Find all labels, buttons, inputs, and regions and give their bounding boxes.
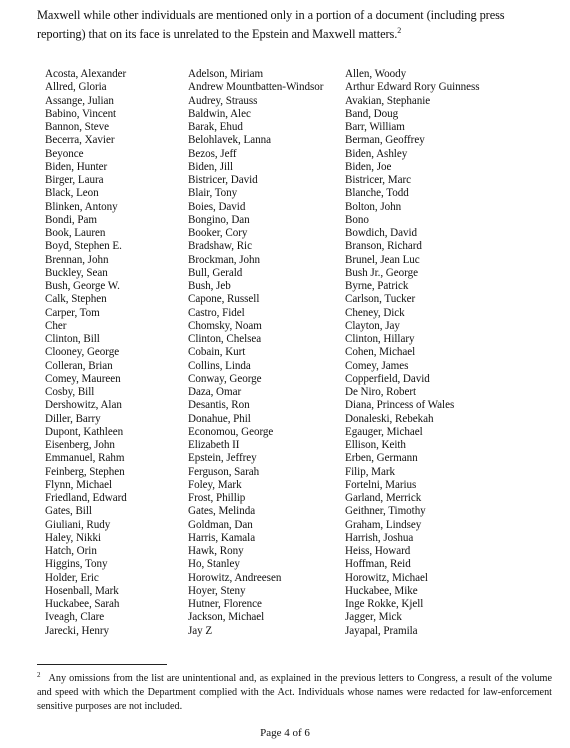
name-entry: Hosenball, Mark [45,584,119,597]
name-entry: Assange, Julian [45,94,114,107]
name-entry: Comey, Maureen [45,372,121,385]
name-entry: Frost, Phillip [188,492,246,504]
name-entry: Calk, Stephen [45,293,107,306]
name-entry: Donahue, Phil [188,412,251,425]
name-entry: Berman, Geoffrey [345,134,425,147]
name-entry: De Niro, Robert [345,386,417,398]
name-entry: Bush Jr., George [345,266,418,279]
name-entry: Brennan, John [45,253,109,266]
name-entry: Economou, George [188,425,274,438]
name-entry: Hawk, Rony [188,545,244,557]
name-entry: Biden, Jill [188,160,234,173]
name-entry: Branson, Richard [345,240,422,253]
name-entry: Blair, Tony [188,187,238,200]
name-entry: Harrish, Joshua [345,531,414,544]
name-entry: Cohen, Michael [345,346,416,359]
name-entry: Biden, Ashley [345,147,408,160]
name-entry: Colleran, Brian [45,359,113,372]
name-entry: Bush, George W. [45,280,120,292]
name-entry: Graham, Lindsey [345,518,422,531]
footnote-text: Any omissions from the list are unintentional and, as explained in the previous letters to Congress, a result of the volume and speed with which the Department complied with the Act. Individuals whose names were redacted for law-enforcement sensitive purposes are not included. [37,673,552,712]
name-entry: Andrew Mountbatten-Windsor [188,81,324,94]
name-entry: Gates, Melinda [188,505,256,518]
name-entry: Buckley, Sean [45,266,108,279]
name-entry: Dupont, Kathleen [45,425,124,438]
name-entry: Bezos, Jeff [188,147,237,160]
name-entry: Biden, Joe [345,160,392,173]
name-entry: Bondi, Pam [45,213,97,226]
name-entry: Booker, Cory [188,227,248,239]
name-entry: Giuliani, Rudy [45,518,111,531]
name-entry: Bradshaw, Ric [188,240,252,253]
name-entry: Brockman, John [188,253,261,266]
name-entry: Bannon, Steve [45,121,110,133]
name-entry: Jay Z [188,624,213,637]
name-entry: Becerra, Xavier [45,134,115,147]
name-entry: Book, Lauren [45,227,106,239]
name-entry: Dershowitz, Alan [45,399,122,412]
name-entry: Comey, James [345,359,409,372]
name-entry: Horowitz, Michael [345,571,428,584]
name-entry: Clooney, George [45,346,120,359]
name-entry: Hatch, Orin [45,545,97,557]
name-entry: Boyd, Stephen E. [45,240,122,253]
name-entry: Horowitz, Andreesen [188,571,282,584]
name-entry: Harris, Kamala [188,531,256,544]
name-entry: Blanche, Todd [345,187,409,200]
name-entry: Bongino, Dan [188,213,250,226]
name-entry: Bistricer, Marc [345,174,411,186]
name-entry: Chomsky, Noam [188,319,262,332]
name-entry: Bono [345,213,369,226]
name-entry: Clayton, Jay [345,319,400,332]
name-entry: Byrne, Patrick [345,280,409,292]
name-entry: Diana, Princess of Wales [345,399,455,412]
footnote-number: 2 [37,670,41,679]
name-entry: Ho, Stanley [188,558,240,571]
name-entry: Friedland, Edward [45,492,127,504]
name-entry: Acosta, Alexander [45,68,127,80]
name-entry: Belohlavek, Lanna [188,134,271,147]
name-entry: Epstein, Jeffrey [188,452,257,465]
name-entry: Donaleski, Rebekah [345,412,434,425]
name-entry: Audrey, Strauss [188,94,258,107]
name-entry: Daza, Omar [188,386,242,398]
name-entry: Huckabee, Mike [345,584,418,597]
name-entry: Carper, Tom [45,306,100,319]
name-entry: Allen, Woody [345,68,407,80]
name-entry: Egauger, Michael [345,425,423,438]
name-entry: Desantis, Ron [188,399,250,412]
names-list [0,68,570,668]
name-entry: Filip, Mark [345,465,395,478]
name-entry: Bolton, John [345,200,402,213]
name-entry: Fortelni, Marius [345,478,417,491]
name-entry: Huckabee, Sarah [45,598,120,610]
name-entry: Jackson, Michael [188,611,265,624]
name-entry: Jayapal, Pramila [345,624,418,637]
name-entry: Emmanuel, Rahm [45,452,125,465]
name-entry: Inge Rokke, Kjell [345,598,424,610]
name-entry: Ferguson, Sarah [188,465,260,478]
name-entry: Capone, Russell [188,293,260,306]
name-entry: Cheney, Dick [345,306,405,319]
name-entry: Geithner, Timothy [345,505,426,518]
name-entry: Feinberg, Stephen [45,465,125,478]
names-column-1 [45,68,127,638]
name-entry: Bowdich, David [345,227,418,239]
name-entry: Cher [45,319,67,332]
name-entry: Baldwin, Alec [188,107,251,120]
name-entry: Hoyer, Steny [188,584,246,597]
name-entry: Conway, George [188,372,262,385]
name-entry: Iveagh, Clare [45,611,105,624]
name-entry: Collins, Linda [188,359,251,372]
name-entry: Band, Doug [345,107,399,120]
name-entry: Bull, Gerald [188,266,243,279]
name-entry: Biden, Hunter [45,160,108,173]
footnote [37,672,552,714]
name-entry: Erben, Germann [345,452,418,465]
name-entry: Copperfield, David [345,372,430,385]
name-entry: Garland, Merrick [345,492,422,504]
name-entry: Allred, Gloria [45,81,107,94]
name-entry: Boies, David [188,200,246,213]
name-entry: Hoffman, Reid [345,558,411,571]
name-entry: Barr, William [345,121,405,133]
name-entry: Cobain, Kurt [188,346,246,359]
names-column-3 [345,68,480,638]
intro-paragraph [37,6,547,44]
name-entry: Avakian, Stephanie [345,94,431,107]
intro-text: Maxwell while other individuals are mentioned only in a portion of a document (including press reporting) that on its face is unrelated to the Epstein and Maxwell matters. [37,8,505,41]
name-entry: Heiss, Howard [345,545,411,557]
names-column-2 [188,68,323,638]
name-entry: Higgins, Tony [45,558,108,571]
name-entry: Bush, Jeb [188,280,231,292]
name-entry: Haley, Nikki [45,531,101,544]
name-entry: Brunel, Jean Luc [345,253,420,266]
page-number: Page 4 of 6 [260,727,310,739]
name-entry: Clinton, Hillary [345,333,415,345]
footnote-reference: 2 [397,25,402,35]
name-entry: Gates, Bill [45,505,92,518]
name-entry: Jarecki, Henry [45,624,109,637]
name-entry: Babino, Vincent [45,107,117,120]
name-entry: Carlson, Tucker [345,293,416,306]
name-entry: Bistricer, David [188,174,258,186]
name-entry: Jagger, Mick [345,611,402,624]
name-entry: Clinton, Chelsea [188,333,262,345]
name-entry: Flynn, Michael [45,478,113,491]
name-entry: Elizabeth II [188,439,240,451]
name-entry: Arthur Edward Rory Guinness [345,81,480,94]
name-entry: Beyonce [45,147,84,160]
name-entry: Diller, Barry [45,412,101,425]
name-entry: Birger, Laura [45,174,104,186]
name-entry: Black, Leon [45,187,99,200]
footnote-divider [37,664,167,665]
name-entry: Barak, Ehud [188,121,243,133]
name-entry: Hutner, Florence [188,598,262,610]
name-entry: Cosby, Bill [45,386,95,398]
name-entry: Blinken, Antony [45,200,118,213]
name-entry: Holder, Eric [45,571,99,584]
name-entry: Eisenberg, John [45,439,115,451]
name-entry: Foley, Mark [188,478,242,491]
name-entry: Ellison, Keith [345,439,406,451]
name-entry: Clinton, Bill [45,333,100,345]
name-entry: Goldman, Dan [188,518,253,531]
name-entry: Castro, Fidel [188,306,245,319]
name-entry: Adelson, Miriam [188,68,264,80]
